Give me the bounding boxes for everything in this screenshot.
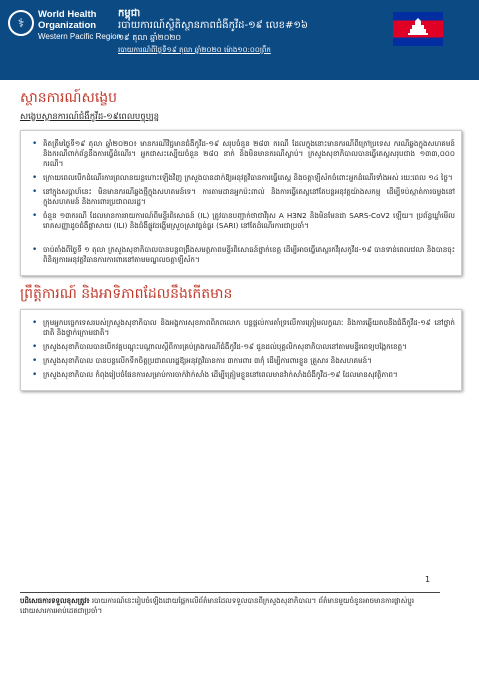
summary-item: • គិតត្រឹមថ្ងៃទី១៩ តុលា ឆ្នាំ២០២០៖ មានករណីវិជ្ជមានជំងឺកូវីដ-១៩ សរុបចំនួន ២៨៣ ករណី ដែលក្នុងនោះមានករណីពីក្រៅប្រទេស ករណីឆ្លងក្នុងសហគមន៍ និងករណីពាក់ព័ន្ធនឹងការធ្វើដំណើរ។ អ្នកជាសះស្បើយចំនួន ២៨០ នាក់ និងមិនមានករណីស្លាប់។ ក្រសួងសុខាភិបាលបានធ្វើតេស្តសរុបជាង ១៣៣,០០០ ករណី។ <box>43 139 455 169</box>
summary-item: • នៅក្នុងសប្ដាហ៍នេះ មិនមានករណីឆ្លងថ្មីក្នុងសហគមន៍ទេ។ ការតាមដានអ្នកប៉ះពាល់ និងការធ្វើតេស្តនៅតែបន្តអនុវត្តយ៉ាងសកម្ម ដើម្បីទប់ស្កាត់ការចម្លងនៅក្នុងសហគមន៍ និងការពារប្រជាពលរដ្ឋ។ <box>43 187 455 207</box>
event-item: • ក្រុមអ្នកបច្ចេកទេសរបស់ក្រសួងសុខាភិបាល និងអង្គការសុខភាពពិភពលោក បន្តផ្ដល់ការគាំទ្រលើការត្រៀមលក្ខណៈ និងការឆ្លើយតបនឹងជំងឺកូវីដ-១៩ នៅថ្នាក់ជាតិ និងថ្នាក់ក្រោមជាតិ។ <box>43 318 455 338</box>
event-item: • ក្រសួងសុខាភិបាល បានបន្តលើកទឹកចិត្តប្រជាពលរដ្ឋឱ្យអនុវត្តវិធានការ ៣ការពារ ៣កុំ ដើម្បីការពារខ្លួន គ្រួសារ និងសហគមន៍។ <box>43 356 455 366</box>
disclaimer-label: បដិសេធការទទួលខុសត្រូវ៖ <box>20 597 90 605</box>
event-item: • ក្រសួងសុខាភិបាលបានបើកវគ្គបណ្តុះបណ្តាលស្ដីពីការគ្រប់គ្រងករណីជំងឺកូវីដ-១៩ ជូនដល់បុគ្គលិកសុខាភិបាលនៅតាមមន្ទីរពេទ្យបង្អែកខេត្ត។ <box>43 342 455 352</box>
summary-item: • ចាប់តាំងពីថ្ងៃទី ១ តុលា ក្រសួងសុខាភិបាលបានបន្តពង្រឹងសមត្ថភាពមន្ទីរពិសោធន៍ថ្នាក់ខេត្ត ដើម្បីអាចធ្វើតេស្តរកវីរុសកូវីដ-១៩ បានទាន់ពេលវេលា និងបានចុះពិនិត្យការអនុវត្តវិធានការការពារនៅតាមមណ្ឌលចត្តាឡីស័ក។ <box>43 245 455 265</box>
report-body <box>20 88 462 391</box>
page-number: 1 <box>425 575 431 584</box>
disclaimer <box>20 592 440 616</box>
disclaimer-text: របាយការណ៍នេះរៀបចំឡើងដោយផ្អែកលើព័ត៌មានដែលទទួលបានពីក្រសួងសុខាភិបាល។ ព័ត៌មានមួយចំនួនអាចមានការផ្លាស់ប្ដូរ ដោយសារការអាប់ដេតជាប្រចាំ។ <box>20 597 415 615</box>
report-header <box>0 0 479 80</box>
report-period: របាយការណ៍ពីថ្ងៃទី១៩ តុលា ឆ្នាំ២០២០ ម៉ោង១០:០០ព្រឹក <box>118 46 271 54</box>
country-name: កម្ពុជា <box>118 8 141 19</box>
org-line-1: World Health <box>38 9 97 20</box>
section-heading-events: ព្រឹត្តិការណ៍ និងអាទិភាពដែលនឹងកើតមាន <box>20 286 233 302</box>
event-item: • ក្រសួងសុខាភិបាល កំពុងរៀបចំផែនការសម្រាប់ការចាក់វ៉ាក់សាំង ដើម្បីត្រៀមខ្លួននៅពេលមានវ៉ាក់សាំងជំងឺកូវីដ-១៩ ដែលមានសុវត្ថិភាព។ <box>43 370 455 380</box>
events-card <box>20 309 462 391</box>
who-emblem-icon: ⚕ <box>8 10 34 36</box>
section-subtitle: សង្ខេបស្ថានការណ៍ជំងឺកូវីដ-១៩ពេលបច្ចុប្បន្ន <box>20 112 160 122</box>
cambodia-flag-icon <box>393 12 443 46</box>
org-region: Western Pacific Region <box>38 32 121 41</box>
summary-card <box>20 130 462 276</box>
report-title: របាយការណ៍ស្ថិតិស្ថានភាពជំងឺកូវីដ-១៩ លេខ#១៦ <box>118 20 308 31</box>
section-heading-summary: ស្ថានការណ៍សង្ខេប <box>20 90 118 106</box>
summary-item: • ក្រោយពេលបើកដំណើរការព្រលានយន្តហោះឡើងវិញ ក្រសួងបានដាក់ឱ្យអនុវត្តវិធានការធ្វើតេស្ត និងចត្តាឡីស័កចំពោះអ្នកដំណើរទាំងអស់ រយៈពេល ១៤ ថ្ងៃ។ <box>43 173 455 183</box>
report-date: ១៩ តុលា ឆ្នាំ២០២០ <box>118 33 182 42</box>
summary-item: • ចំនួន ១៣ករណី ដែលមានការរាយការណ៍ពីមន្ទីរពិសោធន៍ (IL) ត្រូវបានបញ្ជាក់ថាជាវីរុស A H3N2 និងមិនមែនជា SARS-CoV2 ឡើយ។ ប្រព័ន្ធឃ្លាំមើលរោគសញ្ញាដូចជំងឺផ្តាសាយ (ILI) និងជំងឺផ្លូវដង្ហើមស្រួចស្រាវធ្ងន់ធ្ងរ (SARI) នៅតែដំណើរការជាប្រចាំ។ <box>43 211 455 231</box>
organization-name <box>38 9 121 42</box>
org-line-2: Organization <box>38 20 97 31</box>
header-text <box>118 8 308 56</box>
